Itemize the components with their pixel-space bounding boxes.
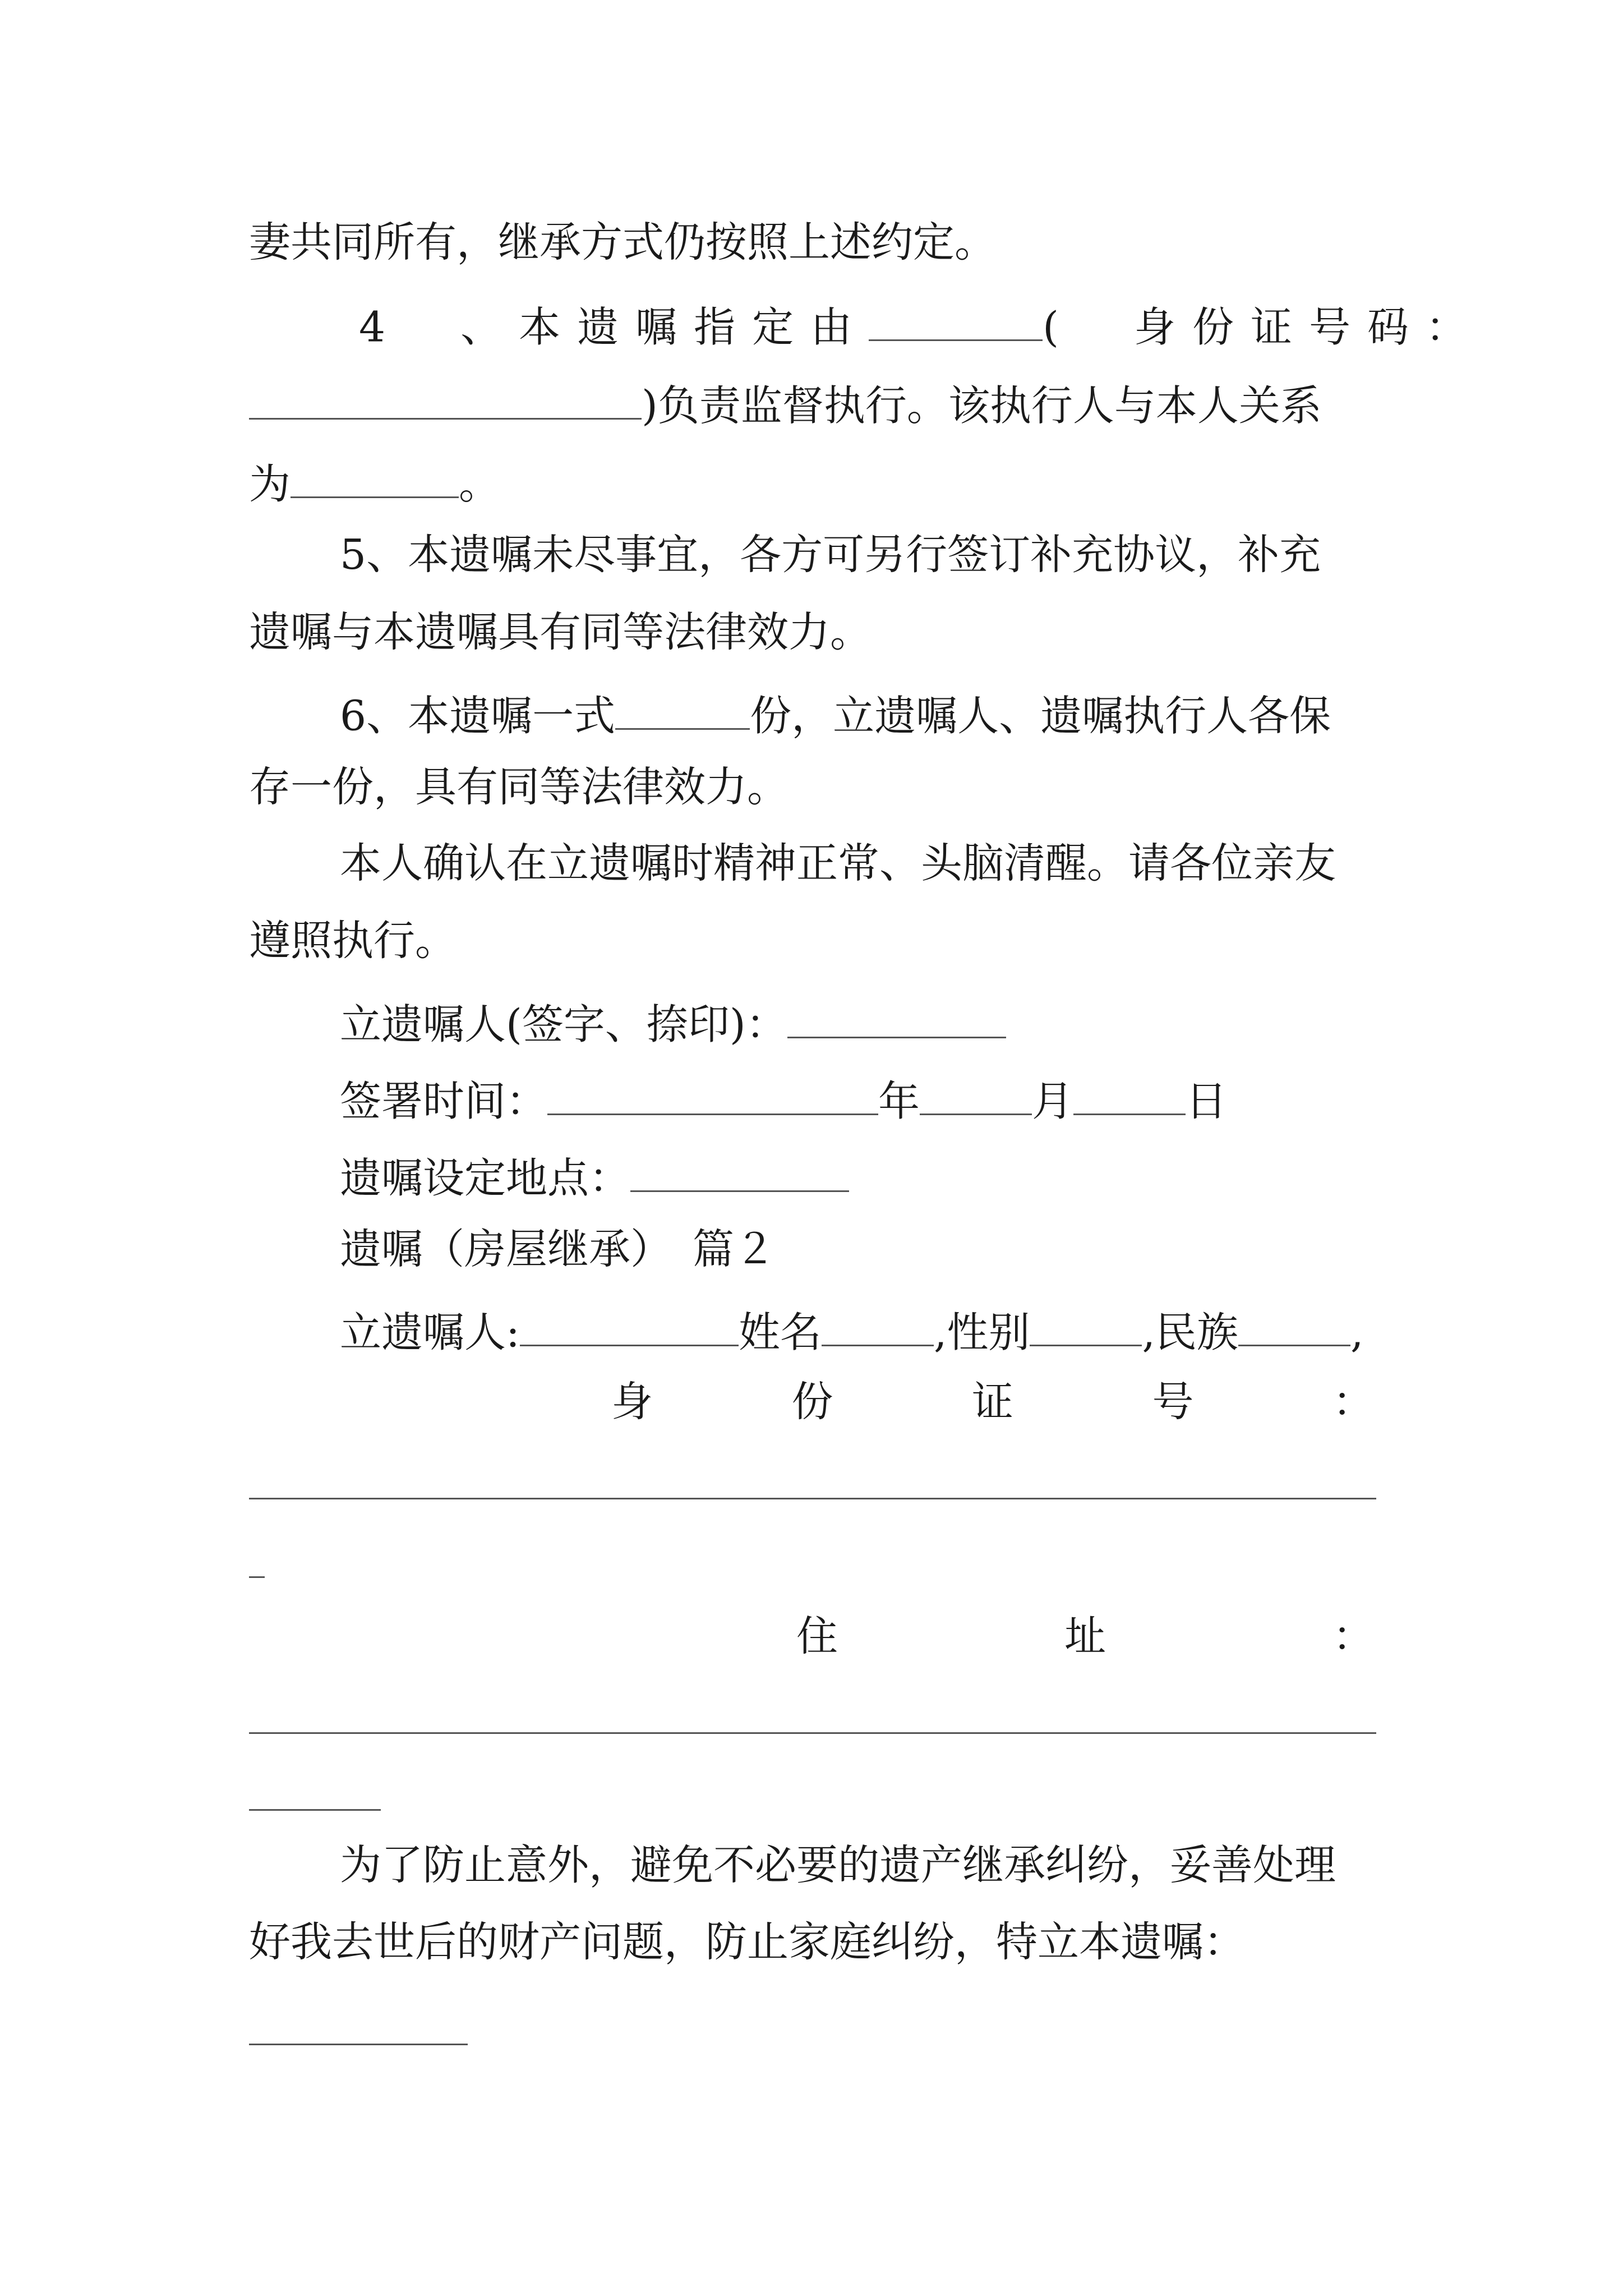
label-char: 号 (1152, 1378, 1194, 1426)
text-fragment: 姓名 (738, 1308, 822, 1357)
text-fragment: 年 (878, 1077, 920, 1126)
blank-executor-id[interactable] (249, 379, 642, 420)
text-fragment: , (1350, 1308, 1364, 1357)
blank-gender[interactable] (1030, 1305, 1142, 1346)
text-line (340, 689, 1331, 740)
text-line: 遗嘱与本遗嘱具有同等法律效力。 (249, 608, 872, 656)
text-fragment: 遗嘱设定地点： (340, 1154, 630, 1203)
label-char: 址 (1064, 1612, 1106, 1660)
blank-testator[interactable] (520, 1305, 739, 1346)
text-line: 妻共同所有，继承方式仍按照上述约定。 (249, 218, 996, 266)
text-fragment: 月 (1032, 1077, 1073, 1126)
blank-relation[interactable] (291, 457, 459, 498)
text-line: 5、本遗嘱未尽事宜，各方可另行签订补充协议，补充 (340, 531, 1321, 579)
blank-sign-day[interactable] (1073, 1074, 1186, 1115)
text-line (359, 300, 1484, 352)
text-fragment: ,性别 (933, 1308, 1030, 1357)
text-fragment: 立遗嘱人(签字、捺印)： (340, 1000, 787, 1049)
text-fragment: ,民族 (1142, 1308, 1238, 1357)
blank-name[interactable] (822, 1305, 934, 1346)
text-line (340, 997, 1006, 1049)
blank-will-content[interactable] (249, 2044, 468, 2045)
text-fragment: )负责监督执行。该执行人与本人关系 (642, 381, 1322, 430)
label-char: 证 (972, 1378, 1013, 1426)
blank-sign-year[interactable] (547, 1074, 878, 1115)
blank-address[interactable] (249, 1732, 1376, 1734)
blank-executor-name[interactable] (869, 300, 1043, 341)
blank-copies[interactable] (615, 689, 750, 730)
label-char: 身 (611, 1378, 653, 1426)
blank-will-location[interactable] (630, 1151, 849, 1192)
text-line (340, 1305, 1364, 1357)
text-line (249, 457, 500, 509)
text-line (340, 1151, 849, 1203)
text-fragment: 签署时间： (340, 1077, 547, 1126)
blank-address-cont[interactable] (249, 1809, 381, 1811)
text-line (249, 379, 1322, 430)
text-fragment: 份，立遗嘱人、遗嘱执行人各保 (750, 692, 1331, 740)
text-line: 存一份，具有同等法律效力。 (249, 763, 789, 811)
text-fragment: ( 身份证号码： (1043, 303, 1484, 352)
text-fragment: 4 、本遗嘱指定由 (359, 303, 869, 352)
text-fragment: 日 (1186, 1077, 1227, 1126)
address-label (796, 1612, 1374, 1660)
id-number-label (611, 1378, 1374, 1426)
label-char: 住 (796, 1612, 838, 1660)
blank-id-number-cont[interactable] (249, 1576, 265, 1578)
text-fragment: 。 (459, 460, 500, 509)
label-char: ： (1332, 1612, 1374, 1660)
text-fragment: 为 (249, 460, 291, 509)
text-fragment: 立遗嘱人: (340, 1308, 520, 1357)
text-line: 好我去世后的财产问题，防止家庭纠纷，特立本遗嘱： (249, 1918, 1245, 1966)
text-line: 本人确认在立遗嘱时精神正常、头脑清醒。请各位亲友 (340, 839, 1336, 887)
text-line: 遵照执行。 (249, 917, 457, 965)
blank-testator-signature[interactable] (787, 997, 1006, 1038)
blank-ethnicity[interactable] (1238, 1305, 1350, 1346)
section-heading: 遗嘱（房屋继承） 篇２ (340, 1225, 776, 1273)
text-line: 为了防止意外，避免不必要的遗产继承纠纷，妥善处理 (340, 1841, 1336, 1889)
text-line (340, 1074, 1227, 1126)
text-fragment: 6、本遗嘱一式 (340, 692, 616, 740)
blank-sign-month[interactable] (920, 1074, 1032, 1115)
label-char: ： (1332, 1378, 1374, 1426)
label-char: 份 (791, 1378, 833, 1426)
blank-id-number[interactable] (249, 1498, 1376, 1499)
